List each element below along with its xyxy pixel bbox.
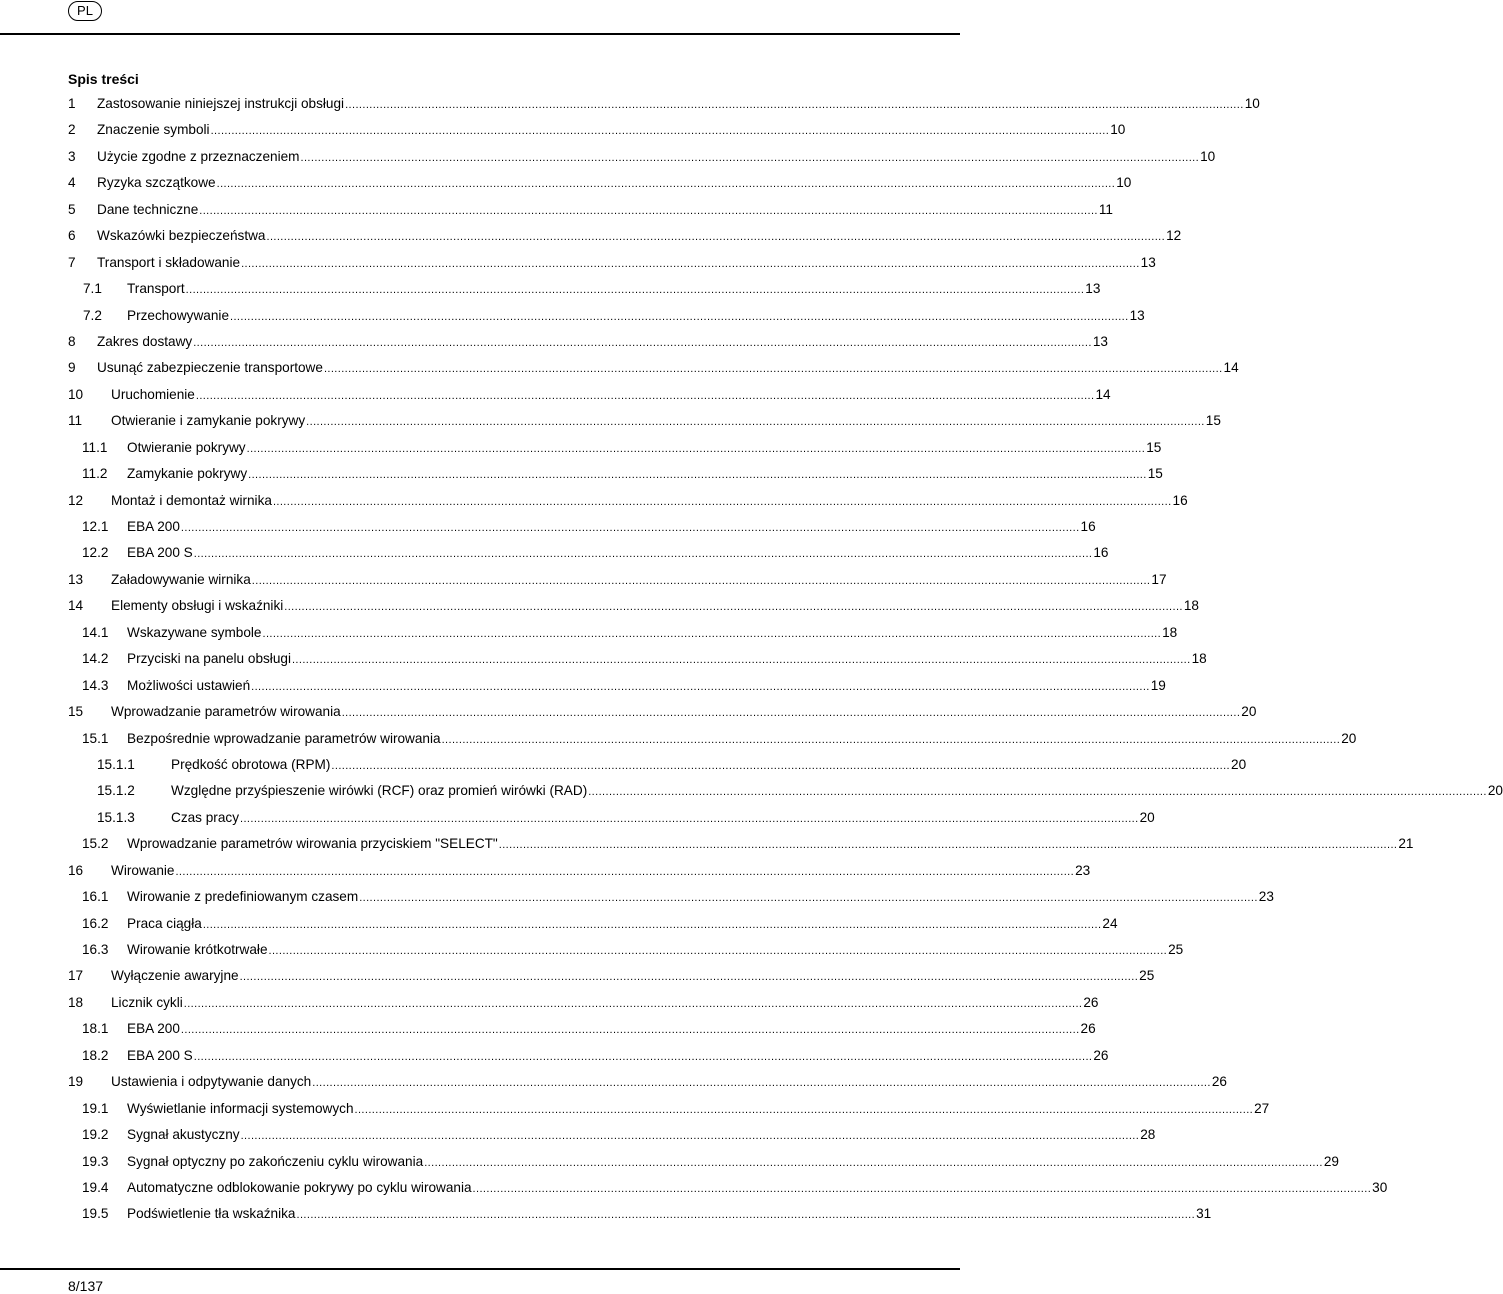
toc-entry-title: Przyciski na panelu obsługi bbox=[127, 651, 291, 667]
toc-entry-page: 26 bbox=[1083, 994, 1099, 1010]
toc-entry-number: 11.2 bbox=[82, 466, 108, 482]
toc-leader-dots: .................................................................................................................................................................................................................................................................... bbox=[185, 284, 1085, 297]
toc-entry-page: 13 bbox=[1092, 333, 1108, 349]
toc-entry-title: Bezpośrednie wprowadzanie parametrów wirowania bbox=[127, 730, 441, 746]
toc-leader-dots: .................................................................................................................................................................................................................................................................... bbox=[248, 469, 1147, 482]
footer-rule bbox=[0, 1268, 960, 1270]
toc-entry-page: 10 bbox=[1200, 148, 1216, 164]
toc-leader-dots: .................................................................................................................................................................................................................................................................... bbox=[345, 99, 1244, 111]
toc-entry-number: 19.5 bbox=[82, 1206, 109, 1222]
toc-entry-number: 19 bbox=[68, 1074, 84, 1090]
toc-entry-page: 26 bbox=[1211, 1074, 1227, 1090]
toc-entry-number: 16.3 bbox=[82, 942, 109, 957]
toc-leader-dots: .................................................................................................................................................................................................................................................................... bbox=[306, 416, 1205, 429]
toc-entry-page: 14 bbox=[1223, 360, 1239, 376]
toc-entry[interactable] bbox=[68, 598, 1199, 624]
toc-entry-title: Wprowadzanie parametrów wirowania bbox=[111, 704, 341, 720]
toc-entry-number: 16 bbox=[68, 862, 84, 878]
toc-entry-number: 7 bbox=[68, 254, 76, 270]
toc-entry-title: Zakres dostawy bbox=[97, 333, 193, 349]
toc-leader-dots: .................................................................................................................................................................................................................................................................... bbox=[291, 654, 1191, 667]
toc-leader-dots: .................................................................................................................................................................................................................................................................... bbox=[424, 1156, 1323, 1169]
toc-entry-page: 20 bbox=[1241, 704, 1257, 720]
toc-entry-title: EBA 200 bbox=[127, 1021, 180, 1037]
toc-entry[interactable] bbox=[68, 439, 1162, 466]
toc-entry-page: 20 bbox=[1231, 756, 1247, 772]
toc-leader-dots: .................................................................................................................................................................................................................................................................... bbox=[193, 548, 1093, 561]
toc-entry-title: EBA 200 S bbox=[127, 545, 193, 561]
toc-entry-title: Wirowanie z predefiniowanym czasem bbox=[127, 889, 359, 905]
toc-entry-title: Sygnał optyczny po zakończeniu cyklu wirowania bbox=[127, 1153, 424, 1169]
toc-entry[interactable] bbox=[68, 1206, 1212, 1232]
toc-entry-page: 26 bbox=[1080, 1021, 1096, 1037]
toc-entry-number: 15.1.1 bbox=[97, 756, 135, 772]
toc-entry-title: Automatyczne odblokowanie pokrywy po cyklu wirowania bbox=[127, 1179, 472, 1195]
toc-leader-dots: .................................................................................................................................................................................................................................................................... bbox=[195, 389, 1095, 402]
toc-entry-title: Wirowanie bbox=[111, 862, 175, 878]
toc-entry-title: Wyświetlanie informacji systemowych bbox=[127, 1100, 354, 1116]
toc-entry-title: Ustawienia i odpytywanie danych bbox=[111, 1074, 312, 1090]
toc-entry[interactable] bbox=[68, 994, 1099, 1021]
toc-entry[interactable] bbox=[68, 413, 1221, 439]
toc-entry-number: 19.1 bbox=[82, 1100, 109, 1116]
toc-entry-number: 14.2 bbox=[82, 651, 109, 667]
toc-entry-number: 19.4 bbox=[82, 1179, 109, 1195]
toc-entry-title: EBA 200 S bbox=[127, 1047, 193, 1063]
toc-leader-dots: .................................................................................................................................................................................................................................................................... bbox=[284, 601, 1183, 614]
toc-entry-page: 15 bbox=[1146, 439, 1162, 455]
toc-entry-page: 17 bbox=[1151, 571, 1167, 587]
toc-entry-number: 10 bbox=[68, 386, 84, 402]
toc-entry-title: Załadowywanie wirnika bbox=[111, 571, 251, 587]
toc-entry-number: 4 bbox=[68, 175, 76, 191]
toc-entry-title: Wprowadzanie parametrów wirowania przyciskiem "SELECT" bbox=[127, 836, 498, 852]
toc-entry-page: 26 bbox=[1093, 1047, 1109, 1063]
toc-entry-page: 25 bbox=[1168, 942, 1184, 957]
toc-entry-page: 31 bbox=[1196, 1206, 1212, 1222]
toc-entry[interactable] bbox=[68, 1074, 1227, 1100]
toc-title: Spis treści bbox=[68, 71, 139, 87]
toc-entry-title: Wskazówki bezpieczeństwa bbox=[97, 228, 266, 244]
toc-entry-page: 20 bbox=[1341, 730, 1357, 746]
toc-entry-page: 13 bbox=[1129, 307, 1145, 323]
toc-entry[interactable] bbox=[68, 96, 1260, 122]
toc-leader-dots: .................................................................................................................................................................................................................................................................... bbox=[246, 442, 1146, 455]
toc-leader-dots: .................................................................................................................................................................................................................................................................... bbox=[331, 759, 1231, 772]
toc-entry-number: 15 bbox=[68, 704, 84, 720]
toc-leader-dots: .................................................................................................................................................................................................................................................................... bbox=[183, 997, 1083, 1010]
toc-entry-number: 14.1 bbox=[82, 624, 109, 640]
toc-entry[interactable] bbox=[68, 651, 1207, 677]
toc-entry-title: Uruchomienie bbox=[111, 386, 195, 402]
toc-leader-dots: .................................................................................................................................................................................................................................................................... bbox=[323, 363, 1223, 376]
toc-entry-page: 28 bbox=[1140, 1127, 1156, 1143]
toc-leader-dots: .................................................................................................................................................................................................................................................................... bbox=[241, 257, 1140, 270]
toc-entry-title: Czas pracy bbox=[171, 809, 239, 825]
toc-entry-title: Podświetlenie tła wskaźnika bbox=[127, 1206, 296, 1222]
toc-entry-page: 12 bbox=[1166, 228, 1182, 244]
toc-entry-page: 16 bbox=[1172, 492, 1188, 508]
toc-entry-page: 27 bbox=[1254, 1100, 1270, 1116]
toc-entry-number: 9 bbox=[68, 360, 76, 376]
toc-entry[interactable] bbox=[68, 122, 1126, 148]
toc-entry[interactable] bbox=[68, 889, 1274, 915]
toc-entry-title: Zastosowanie niniejszej instrukcji obsługi bbox=[97, 96, 345, 111]
table-of-contents bbox=[68, 96, 1503, 1233]
toc-entry[interactable] bbox=[68, 836, 1414, 862]
toc-entry-number: 15.1.3 bbox=[97, 809, 135, 825]
toc-leader-dots: .................................................................................................................................................................................................................................................................... bbox=[272, 495, 1172, 508]
toc-leader-dots: .................................................................................................................................................................................................................................................................... bbox=[359, 892, 1258, 905]
toc-entry-title: Sygnał akustyczny bbox=[127, 1127, 240, 1143]
toc-entry-title: Transport i składowanie bbox=[97, 254, 241, 270]
page-number: 8/137 bbox=[68, 1278, 104, 1294]
toc-entry-number: 7.1 bbox=[83, 281, 102, 297]
toc-entry-number: 14.3 bbox=[82, 677, 109, 693]
toc-entry-number: 6 bbox=[68, 228, 76, 244]
toc-entry[interactable] bbox=[68, 1100, 1270, 1127]
toc-entry-page: 16 bbox=[1080, 519, 1096, 534]
toc-entry-page: 10 bbox=[1244, 96, 1260, 111]
toc-entry[interactable] bbox=[68, 1127, 1156, 1153]
toc-entry[interactable] bbox=[68, 862, 1091, 889]
toc-entry-title: Usunąć zabezpieczenie transportowe bbox=[97, 360, 323, 376]
toc-entry-number: 3 bbox=[68, 148, 76, 164]
toc-entry[interactable] bbox=[68, 571, 1167, 598]
toc-leader-dots: .................................................................................................................................................................................................................................................................... bbox=[210, 125, 1110, 138]
toc-entry[interactable] bbox=[68, 809, 1155, 836]
toc-entry-title: EBA 200 bbox=[127, 519, 180, 534]
toc-entry-number: 12.2 bbox=[82, 545, 109, 561]
toc-entry-number: 18 bbox=[68, 994, 84, 1010]
toc-entry-number: 14 bbox=[68, 598, 84, 614]
language-badge: PL bbox=[68, 1, 102, 21]
toc-entry-title: Otwieranie pokrywy bbox=[127, 439, 246, 455]
toc-entry-number: 8 bbox=[68, 333, 76, 349]
toc-entry[interactable] bbox=[68, 704, 1257, 730]
toc-leader-dots: .................................................................................................................................................................................................................................................................... bbox=[193, 336, 1092, 349]
toc-entry[interactable] bbox=[68, 519, 1096, 545]
toc-entry-page: 13 bbox=[1085, 281, 1101, 297]
toc-leader-dots: .................................................................................................................................................................................................................................................................... bbox=[354, 1103, 1254, 1116]
toc-entry-page: 25 bbox=[1139, 968, 1155, 984]
toc-entry-page: 11 bbox=[1098, 201, 1113, 217]
toc-entry[interactable] bbox=[68, 1179, 1388, 1206]
toc-entry-title: Licznik cykli bbox=[111, 994, 183, 1010]
toc-entry-number: 13 bbox=[68, 571, 84, 587]
toc-entry-title: Względne przyśpieszenie wirówki (RCF) oraz promień wirówki (RAD) bbox=[171, 783, 588, 799]
toc-leader-dots: .................................................................................................................................................................................................................................................................... bbox=[202, 918, 1102, 931]
toc-entry[interactable] bbox=[68, 201, 1113, 228]
toc-entry-number: 17 bbox=[68, 968, 84, 984]
toc-leader-dots: .................................................................................................................................................................................................................................................................... bbox=[312, 1077, 1211, 1090]
toc-entry-page: 19 bbox=[1150, 677, 1166, 693]
toc-entry-number: 1 bbox=[68, 96, 76, 111]
toc-leader-dots: .................................................................................................................................................................................................................................................................... bbox=[266, 231, 1166, 244]
toc-entry-title: Prędkość obrotowa (RPM) bbox=[171, 756, 331, 772]
toc-leader-dots: .................................................................................................................................................................................................................................................................... bbox=[230, 310, 1129, 323]
toc-entry-number: 2 bbox=[68, 122, 76, 138]
toc-entry-number: 5 bbox=[68, 201, 76, 217]
toc-entry-title: Użycie zgodne z przeznaczeniem bbox=[97, 148, 300, 164]
toc-entry[interactable] bbox=[68, 148, 1216, 175]
toc-entry[interactable] bbox=[68, 360, 1239, 386]
toc-leader-dots: .................................................................................................................................................................................................................................................................... bbox=[251, 680, 1150, 693]
toc-entry[interactable] bbox=[68, 968, 1155, 994]
toc-leader-dots: .................................................................................................................................................................................................................................................................... bbox=[180, 1024, 1080, 1037]
toc-leader-dots: .................................................................................................................................................................................................................................................................... bbox=[199, 204, 1098, 217]
toc-entry-page: 10 bbox=[1116, 175, 1132, 191]
toc-entry[interactable] bbox=[68, 756, 1247, 783]
toc-leader-dots: .................................................................................................................................................................................................................................................................... bbox=[341, 707, 1241, 720]
toc-entry-number: 11.1 bbox=[82, 439, 108, 455]
toc-entry[interactable] bbox=[68, 545, 1109, 571]
toc-leader-dots: .................................................................................................................................................................................................................................................................... bbox=[268, 945, 1168, 957]
toc-entry-page: 23 bbox=[1258, 889, 1274, 905]
toc-leader-dots: .................................................................................................................................................................................................................................................................... bbox=[216, 178, 1116, 191]
toc-entry-title: Montaż i demontaż wirnika bbox=[111, 492, 272, 508]
toc-entry-title: Ryzyka szczątkowe bbox=[97, 175, 216, 191]
toc-leader-dots: .................................................................................................................................................................................................................................................................... bbox=[300, 151, 1200, 164]
toc-entry[interactable] bbox=[68, 492, 1188, 519]
toc-entry[interactable] bbox=[68, 281, 1101, 307]
toc-entry-page: 21 bbox=[1398, 836, 1414, 852]
toc-entry-page: 20 bbox=[1487, 783, 1503, 799]
toc-entry-page: 15 bbox=[1147, 466, 1163, 482]
toc-entry-number: 18.2 bbox=[82, 1047, 109, 1063]
toc-leader-dots: .................................................................................................................................................................................................................................................................... bbox=[498, 839, 1398, 852]
toc-entry[interactable] bbox=[68, 1047, 1109, 1074]
toc-entry[interactable] bbox=[68, 466, 1163, 492]
toc-entry-page: 16 bbox=[1093, 545, 1109, 561]
toc-leader-dots: .................................................................................................................................................................................................................................................................... bbox=[588, 786, 1487, 799]
header-rule bbox=[0, 33, 960, 35]
toc-entry[interactable] bbox=[68, 307, 1145, 334]
toc-entry-number: 11 bbox=[68, 413, 83, 429]
toc-entry-number: 16.1 bbox=[82, 889, 109, 905]
toc-leader-dots: .................................................................................................................................................................................................................................................................... bbox=[240, 1130, 1140, 1143]
toc-entry[interactable] bbox=[68, 228, 1182, 254]
toc-entry-title: Elementy obsługi i wskaźniki bbox=[111, 598, 284, 614]
toc-entry-number: 15.2 bbox=[82, 836, 109, 852]
toc-entry[interactable] bbox=[68, 624, 1178, 651]
toc-entry-title: Dane techniczne bbox=[97, 201, 199, 217]
toc-leader-dots: .................................................................................................................................................................................................................................................................... bbox=[262, 627, 1162, 640]
toc-entry-number: 15.1 bbox=[82, 730, 109, 746]
toc-entry-title: Wskazywane symbole bbox=[127, 624, 262, 640]
toc-entry-title: Przechowywanie bbox=[127, 307, 229, 323]
toc-entry-page: 18 bbox=[1162, 624, 1178, 640]
toc-entry-number: 19.3 bbox=[82, 1153, 109, 1169]
toc-entry-number: 12.1 bbox=[82, 519, 109, 534]
toc-entry-number: 18.1 bbox=[82, 1021, 109, 1037]
toc-entry-page: 15 bbox=[1205, 413, 1221, 429]
toc-entry-page: 10 bbox=[1110, 122, 1126, 138]
toc-leader-dots: .................................................................................................................................................................................................................................................................... bbox=[472, 1182, 1372, 1195]
toc-entry-title: Praca ciągła bbox=[127, 915, 202, 931]
toc-leader-dots: .................................................................................................................................................................................................................................................................... bbox=[239, 971, 1139, 984]
toc-entry-page: 18 bbox=[1183, 598, 1199, 614]
toc-entry-title: Wyłączenie awaryjne bbox=[111, 968, 239, 984]
toc-entry-page: 14 bbox=[1095, 386, 1111, 402]
toc-entry-page: 29 bbox=[1323, 1153, 1339, 1169]
toc-entry[interactable] bbox=[68, 1021, 1096, 1047]
toc-leader-dots: .................................................................................................................................................................................................................................................................... bbox=[296, 1209, 1196, 1222]
toc-leader-dots: .................................................................................................................................................................................................................................................................... bbox=[180, 522, 1080, 534]
toc-entry-page: 30 bbox=[1372, 1179, 1388, 1195]
toc-entry[interactable] bbox=[68, 942, 1184, 968]
toc-entry-number: 12 bbox=[68, 492, 84, 508]
toc-entry-number: 16.2 bbox=[82, 915, 109, 931]
toc-entry-page: 24 bbox=[1102, 915, 1118, 931]
toc-entry-title: Otwieranie i zamykanie pokrywy bbox=[111, 413, 306, 429]
toc-leader-dots: .................................................................................................................................................................................................................................................................... bbox=[193, 1050, 1093, 1063]
toc-entry-page: 18 bbox=[1191, 651, 1207, 667]
toc-entry-number: 19.2 bbox=[82, 1127, 109, 1143]
toc-leader-dots: .................................................................................................................................................................................................................................................................... bbox=[251, 574, 1151, 587]
toc-entry[interactable] bbox=[68, 677, 1166, 704]
toc-entry-page: 20 bbox=[1139, 809, 1155, 825]
toc-entry-title: Zamykanie pokrywy bbox=[127, 466, 248, 482]
toc-entry-number: 7.2 bbox=[83, 307, 102, 323]
toc-entry[interactable] bbox=[68, 915, 1118, 942]
toc-leader-dots: .................................................................................................................................................................................................................................................................... bbox=[240, 812, 1139, 825]
toc-entry-title: Transport bbox=[127, 281, 185, 297]
toc-entry-title: Znaczenie symboli bbox=[97, 122, 210, 138]
toc-entry-page: 13 bbox=[1140, 254, 1156, 270]
toc-entry[interactable] bbox=[68, 175, 1132, 201]
toc-entry[interactable] bbox=[68, 783, 1503, 809]
toc-entry-title: Możliwości ustawień bbox=[127, 677, 251, 693]
toc-entry[interactable] bbox=[68, 333, 1108, 360]
toc-entry-page: 23 bbox=[1075, 862, 1091, 878]
toc-entry[interactable] bbox=[68, 386, 1111, 413]
toc-entry[interactable] bbox=[68, 254, 1156, 281]
toc-entry[interactable] bbox=[68, 1153, 1339, 1180]
toc-leader-dots: .................................................................................................................................................................................................................................................................... bbox=[441, 733, 1341, 746]
toc-entry[interactable] bbox=[68, 730, 1357, 757]
toc-entry-title: Wirowanie krótkotrwałe bbox=[127, 942, 268, 957]
toc-leader-dots: .................................................................................................................................................................................................................................................................... bbox=[175, 865, 1075, 878]
toc-entry-number: 15.1.2 bbox=[97, 783, 135, 799]
